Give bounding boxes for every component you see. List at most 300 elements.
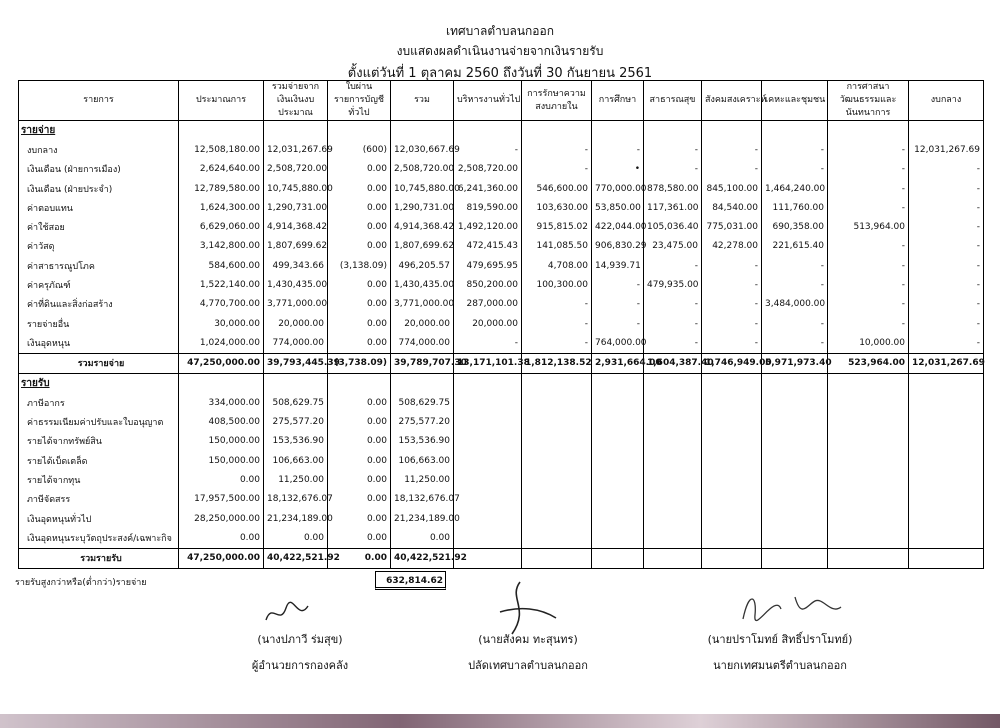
empty-cell: [828, 393, 909, 412]
row-label: ค่าใช้สอย: [19, 217, 179, 236]
value-cell: -: [644, 160, 702, 179]
value-cell: 850,200.00: [454, 275, 522, 294]
value-cell: 508,629.75: [391, 393, 454, 412]
empty-cell: [454, 393, 522, 412]
value-cell: -: [522, 295, 592, 314]
value-cell: (600): [328, 140, 391, 159]
table-row: [19, 393, 984, 412]
table-row: [19, 412, 984, 431]
table-row: [19, 237, 984, 256]
value-cell: 0.00: [328, 509, 391, 528]
empty-cell: [702, 393, 762, 412]
empty-cell: [592, 490, 644, 509]
table-row: [19, 179, 984, 198]
value-cell: 4,914,368.42: [391, 217, 454, 236]
value-cell: 0.00: [328, 333, 391, 353]
value-cell: 0.00: [328, 490, 391, 509]
row-label: เงินอุดหนุน: [19, 333, 179, 353]
value-cell: -: [702, 140, 762, 159]
row-label: ค่าธรรมเนียมค่าปรับและใบอนุญาต: [19, 412, 179, 431]
empty-cell: [762, 121, 828, 141]
value-cell: 39,789,707.30: [391, 353, 454, 373]
empty-cell: [909, 432, 984, 451]
empty-cell: [592, 548, 644, 568]
col-header: การรักษาความสงบภายใน: [522, 81, 592, 121]
value-cell: 0.00: [328, 432, 391, 451]
empty-cell: [644, 490, 702, 509]
value-cell: -: [909, 237, 984, 256]
empty-cell: [454, 509, 522, 528]
empty-cell: [644, 548, 702, 568]
signer-position: ผู้อำนวยการกองคลัง: [251, 659, 349, 672]
value-cell: 1,430,435.00: [264, 275, 328, 294]
empty-cell: [522, 548, 592, 568]
empty-cell: [762, 548, 828, 568]
row-label: รวมรายจ่าย: [19, 353, 179, 373]
value-cell: -: [909, 295, 984, 314]
empty-cell: [644, 373, 702, 393]
value-cell: 0.00: [328, 295, 391, 314]
empty-cell: [454, 121, 522, 141]
total-row: [19, 353, 984, 373]
value-cell: 47,250,000.00: [179, 548, 264, 568]
empty-cell: [702, 470, 762, 489]
value-cell: 1,746,949.00: [702, 353, 762, 373]
section-row: [19, 373, 984, 393]
empty-cell: [592, 393, 644, 412]
value-cell: -: [828, 275, 909, 294]
value-cell: 770,000.00: [592, 179, 644, 198]
value-cell: -: [828, 256, 909, 275]
empty-cell: [828, 470, 909, 489]
col-header: การศาสนาวัฒนธรรมและนันทนาการ: [828, 81, 909, 121]
table-row: [19, 295, 984, 314]
value-cell: -: [702, 160, 762, 179]
value-cell: 12,031,267.69: [264, 140, 328, 159]
difference-value: 632,814.62: [375, 571, 446, 590]
value-cell: -: [454, 333, 522, 353]
value-cell: 21,234,189.00: [264, 509, 328, 528]
value-cell: 1,024,000.00: [179, 333, 264, 353]
empty-cell: [909, 490, 984, 509]
value-cell: 0.00: [328, 275, 391, 294]
value-cell: 10,745,880.00: [264, 179, 328, 198]
empty-cell: [179, 121, 264, 141]
value-cell: 0.00: [179, 528, 264, 548]
row-label: ภาษีจัดสรร: [19, 490, 179, 509]
value-cell: 153,536.90: [391, 432, 454, 451]
value-cell: (3,138.09): [328, 256, 391, 275]
signature-block-2: [418, 630, 638, 674]
value-cell: -: [762, 160, 828, 179]
value-cell: 20,000.00: [454, 314, 522, 333]
value-cell: 287,000.00: [454, 295, 522, 314]
value-cell: 422,044.00: [592, 217, 644, 236]
value-cell: -: [702, 256, 762, 275]
value-cell: -: [592, 275, 644, 294]
value-cell: 6,629,060.00: [179, 217, 264, 236]
empty-cell: [522, 121, 592, 141]
value-cell: 12,031,267.69: [909, 353, 984, 373]
value-cell: 84,540.00: [702, 198, 762, 217]
value-cell: -: [762, 275, 828, 294]
col-header: สังคมสงเคราะห์: [702, 81, 762, 121]
value-cell: 764,000.00: [592, 333, 644, 353]
value-cell: 20,000.00: [264, 314, 328, 333]
table-row: [19, 160, 984, 179]
value-cell: -: [909, 314, 984, 333]
signer-name: (นางปภาวี ร่มสุข): [257, 633, 343, 646]
empty-cell: [454, 528, 522, 548]
empty-cell: [702, 490, 762, 509]
value-cell: 18,132,676.07: [264, 490, 328, 509]
col-header: ประมาณการ: [179, 81, 264, 121]
value-cell: -: [644, 140, 702, 159]
signature-2-scribble: [490, 578, 560, 638]
table-row: [19, 140, 984, 159]
value-cell: 1,430,435.00: [391, 275, 454, 294]
empty-cell: [644, 509, 702, 528]
value-cell: 17,957,500.00: [179, 490, 264, 509]
value-cell: •: [592, 160, 644, 179]
signature-1-scribble: [262, 600, 312, 628]
empty-cell: [454, 490, 522, 509]
empty-cell: [762, 432, 828, 451]
value-cell: -: [909, 275, 984, 294]
value-cell: 878,580.00: [644, 179, 702, 198]
value-cell: -: [702, 333, 762, 353]
value-cell: 275,577.20: [391, 412, 454, 431]
value-cell: 3,771,000.00: [391, 295, 454, 314]
empty-cell: [702, 121, 762, 141]
value-cell: 4,914,368.42: [264, 217, 328, 236]
empty-cell: [909, 373, 984, 393]
empty-cell: [828, 528, 909, 548]
empty-cell: [592, 432, 644, 451]
difference-label: รายรับสูงกว่าหรือ(ต่ำกว่า)รายจ่าย: [15, 578, 147, 588]
value-cell: 0.00: [391, 528, 454, 548]
value-cell: 1,807,699.62: [391, 237, 454, 256]
value-cell: -: [762, 256, 828, 275]
empty-cell: [762, 451, 828, 470]
total-row: [19, 548, 984, 568]
value-cell: 12,031,267.69: [909, 140, 984, 159]
value-cell: 334,000.00: [179, 393, 264, 412]
value-cell: -: [909, 217, 984, 236]
value-cell: 546,600.00: [522, 179, 592, 198]
value-cell: -: [644, 314, 702, 333]
empty-cell: [762, 528, 828, 548]
value-cell: 1,290,731.00: [264, 198, 328, 217]
empty-cell: [592, 373, 644, 393]
value-cell: 819,590.00: [454, 198, 522, 217]
table-row: [19, 470, 984, 489]
empty-cell: [454, 373, 522, 393]
col-header: รายการ: [19, 81, 179, 121]
table-row: [19, 333, 984, 353]
value-cell: -: [828, 198, 909, 217]
value-cell: -: [702, 275, 762, 294]
empty-cell: [644, 121, 702, 141]
value-cell: -: [454, 140, 522, 159]
empty-cell: [909, 470, 984, 489]
empty-cell: [522, 509, 592, 528]
value-cell: 479,935.00: [644, 275, 702, 294]
value-cell: -: [762, 140, 828, 159]
value-cell: 150,000.00: [179, 451, 264, 470]
value-cell: -: [644, 333, 702, 353]
value-cell: 774,000.00: [391, 333, 454, 353]
row-label: เงินอุดหนุนทั่วไป: [19, 509, 179, 528]
empty-cell: [454, 470, 522, 489]
value-cell: -: [702, 295, 762, 314]
value-cell: 0.00: [328, 198, 391, 217]
col-header: ใบผ่านรายการบัญชีทั่วไป: [328, 81, 391, 121]
col-header: เคหะและชุมชน: [762, 81, 828, 121]
row-label: เงินเดือน (ฝ่ายการเมือง): [19, 160, 179, 179]
row-label: ค่าครุภัณฑ์: [19, 275, 179, 294]
header-row: [19, 81, 984, 121]
value-cell: 106,663.00: [264, 451, 328, 470]
empty-cell: [828, 451, 909, 470]
value-cell: -: [909, 198, 984, 217]
row-label: รายได้เบ็ดเตล็ด: [19, 451, 179, 470]
value-cell: 0.00: [328, 160, 391, 179]
empty-cell: [762, 509, 828, 528]
report-title: งบแสดงผลดำเนินงานจ่ายจากเงินรายรับ: [396, 44, 604, 58]
row-label: รายได้จากทุน: [19, 470, 179, 489]
empty-cell: [762, 470, 828, 489]
value-cell: 11,250.00: [264, 470, 328, 489]
value-cell: 117,361.00: [644, 198, 702, 217]
row-label: ค่าสาธารณูปโภค: [19, 256, 179, 275]
empty-cell: [828, 548, 909, 568]
row-label: เงินเดือน (ฝ่ายประจำ): [19, 179, 179, 198]
empty-cell: [828, 490, 909, 509]
empty-cell: [592, 470, 644, 489]
value-cell: 40,422,521.92: [264, 548, 328, 568]
empty-cell: [828, 121, 909, 141]
empty-cell: [391, 373, 454, 393]
value-cell: 2,508,720.00: [391, 160, 454, 179]
value-cell: -: [909, 333, 984, 353]
value-cell: 1,604,387.40: [644, 353, 702, 373]
value-cell: 584,600.00: [179, 256, 264, 275]
empty-cell: [522, 412, 592, 431]
value-cell: 1,464,240.00: [762, 179, 828, 198]
signer-position: นายกเทศมนตรีตำบลนกออก: [713, 659, 847, 672]
col-header: บริหารงานทั่วไป: [454, 81, 522, 121]
value-cell: 1,807,699.62: [264, 237, 328, 256]
value-cell: 30,000.00: [179, 314, 264, 333]
empty-cell: [762, 412, 828, 431]
value-cell: 12,789,580.00: [179, 179, 264, 198]
signer-name: (นายสังคม ทะสุนทร): [478, 633, 578, 646]
row-label: ค่าตอบแทน: [19, 198, 179, 217]
value-cell: 2,931,664.00: [592, 353, 644, 373]
value-cell: 10,745,880.00: [391, 179, 454, 198]
value-cell: 3,142,800.00: [179, 237, 264, 256]
signature-block-3: [670, 630, 890, 674]
value-cell: 12,508,180.00: [179, 140, 264, 159]
empty-cell: [909, 121, 984, 141]
value-cell: 1,290,731.00: [391, 198, 454, 217]
empty-cell: [264, 373, 328, 393]
value-cell: 0.00: [328, 528, 391, 548]
value-cell: 0.00: [328, 548, 391, 568]
row-label: งบกลาง: [19, 140, 179, 159]
report-period: ตั้งแต่วันที่ 1 ตุลาคม 2560 ถึงวันที่ 30 กันยายน 2561: [347, 66, 653, 81]
value-cell: -: [828, 160, 909, 179]
row-label: รายได้จากทรัพย์สิน: [19, 432, 179, 451]
col-header: สาธารณสุข: [644, 81, 702, 121]
signer-position: ปลัดเทศบาลตำบลนกออก: [468, 659, 588, 672]
value-cell: 3,771,000.00: [264, 295, 328, 314]
value-cell: 0.00: [328, 393, 391, 412]
empty-cell: [522, 373, 592, 393]
value-cell: 0.00: [179, 470, 264, 489]
value-cell: 523,964.00: [828, 353, 909, 373]
empty-cell: [522, 470, 592, 489]
value-cell: 10,000.00: [828, 333, 909, 353]
col-header: รวม: [391, 81, 454, 121]
empty-cell: [391, 121, 454, 141]
empty-cell: [522, 528, 592, 548]
value-cell: 275,577.20: [264, 412, 328, 431]
empty-cell: [264, 121, 328, 141]
row-label: เงินอุดหนุนระบุวัตถุประสงค์/เฉพาะกิจ: [19, 528, 179, 548]
value-cell: 105,036.40: [644, 217, 702, 236]
value-cell: 0.00: [328, 470, 391, 489]
value-cell: 1,522,140.00: [179, 275, 264, 294]
value-cell: -: [644, 256, 702, 275]
value-cell: 4,770,700.00: [179, 295, 264, 314]
value-cell: 40,422,521.92: [391, 548, 454, 568]
value-cell: 20,000.00: [391, 314, 454, 333]
value-cell: 18,132,676.07: [391, 490, 454, 509]
signature-block-1: [190, 630, 410, 674]
value-cell: 472,415.43: [454, 237, 522, 256]
value-cell: -: [762, 333, 828, 353]
table-row: [19, 528, 984, 548]
value-cell: -: [592, 140, 644, 159]
empty-cell: [762, 490, 828, 509]
value-cell: -: [909, 160, 984, 179]
value-cell: 39,793,445.39: [264, 353, 328, 373]
value-cell: -: [828, 140, 909, 159]
value-cell: 5,971,973.40: [762, 353, 828, 373]
value-cell: -: [522, 160, 592, 179]
signature-3-scribble: [735, 585, 845, 625]
empty-cell: [454, 432, 522, 451]
empty-cell: [644, 470, 702, 489]
value-cell: 14,939.71: [592, 256, 644, 275]
value-cell: 0.00: [328, 237, 391, 256]
value-cell: 150,000.00: [179, 432, 264, 451]
empty-cell: [762, 393, 828, 412]
scan-edge-strip: [0, 714, 1000, 728]
value-cell: 2,508,720.00: [264, 160, 328, 179]
col-header: งบกลาง: [909, 81, 984, 121]
empty-cell: [592, 121, 644, 141]
value-cell: 1,812,138.52: [522, 353, 592, 373]
value-cell: 11,250.00: [391, 470, 454, 489]
value-cell: 42,278.00: [702, 237, 762, 256]
value-cell: 0.00: [264, 528, 328, 548]
table-row: [19, 490, 984, 509]
value-cell: -: [522, 333, 592, 353]
value-cell: 0.00: [328, 179, 391, 198]
value-cell: -: [762, 314, 828, 333]
empty-cell: [522, 490, 592, 509]
empty-cell: [909, 509, 984, 528]
value-cell: 103,630.00: [522, 198, 592, 217]
empty-cell: [702, 432, 762, 451]
value-cell: 513,964.00: [828, 217, 909, 236]
value-cell: -: [522, 314, 592, 333]
empty-cell: [592, 451, 644, 470]
value-cell: 690,358.00: [762, 217, 828, 236]
value-cell: (3,738.09): [328, 353, 391, 373]
value-cell: 408,500.00: [179, 412, 264, 431]
value-cell: -: [828, 295, 909, 314]
col-header: การศึกษา: [592, 81, 644, 121]
value-cell: 774,000.00: [264, 333, 328, 353]
value-cell: 0.00: [328, 217, 391, 236]
value-cell: 906,830.29: [592, 237, 644, 256]
value-cell: -: [828, 314, 909, 333]
value-cell: 6,241,360.00: [454, 179, 522, 198]
empty-cell: [179, 373, 264, 393]
empty-cell: [909, 451, 984, 470]
empty-cell: [644, 432, 702, 451]
empty-cell: [909, 412, 984, 431]
section-label: รายรับ: [19, 373, 179, 393]
value-cell: 0.00: [328, 412, 391, 431]
value-cell: 106,663.00: [391, 451, 454, 470]
value-cell: 47,250,000.00: [179, 353, 264, 373]
empty-cell: [644, 393, 702, 412]
value-cell: 100,300.00: [522, 275, 592, 294]
value-cell: 111,760.00: [762, 198, 828, 217]
value-cell: -: [828, 179, 909, 198]
row-label: รวมรายรับ: [19, 548, 179, 568]
empty-cell: [828, 373, 909, 393]
value-cell: 23,475.00: [644, 237, 702, 256]
value-cell: 0.00: [328, 451, 391, 470]
empty-cell: [828, 412, 909, 431]
value-cell: 1,624,300.00: [179, 198, 264, 217]
empty-cell: [828, 509, 909, 528]
value-cell: 915,815.02: [522, 217, 592, 236]
org-name: เทศบาลตำบลนกออก: [446, 24, 554, 38]
empty-cell: [592, 509, 644, 528]
value-cell: 2,624,640.00: [179, 160, 264, 179]
value-cell: 28,250,000.00: [179, 509, 264, 528]
empty-cell: [592, 528, 644, 548]
empty-cell: [522, 393, 592, 412]
table-row: [19, 256, 984, 275]
table-row: [19, 217, 984, 236]
value-cell: 775,031.00: [702, 217, 762, 236]
empty-cell: [522, 432, 592, 451]
empty-cell: [702, 412, 762, 431]
value-cell: 496,205.57: [391, 256, 454, 275]
report-table: [18, 80, 984, 569]
empty-cell: [909, 393, 984, 412]
empty-cell: [702, 451, 762, 470]
row-label: ค่าที่ดินและสิ่งก่อสร้าง: [19, 295, 179, 314]
